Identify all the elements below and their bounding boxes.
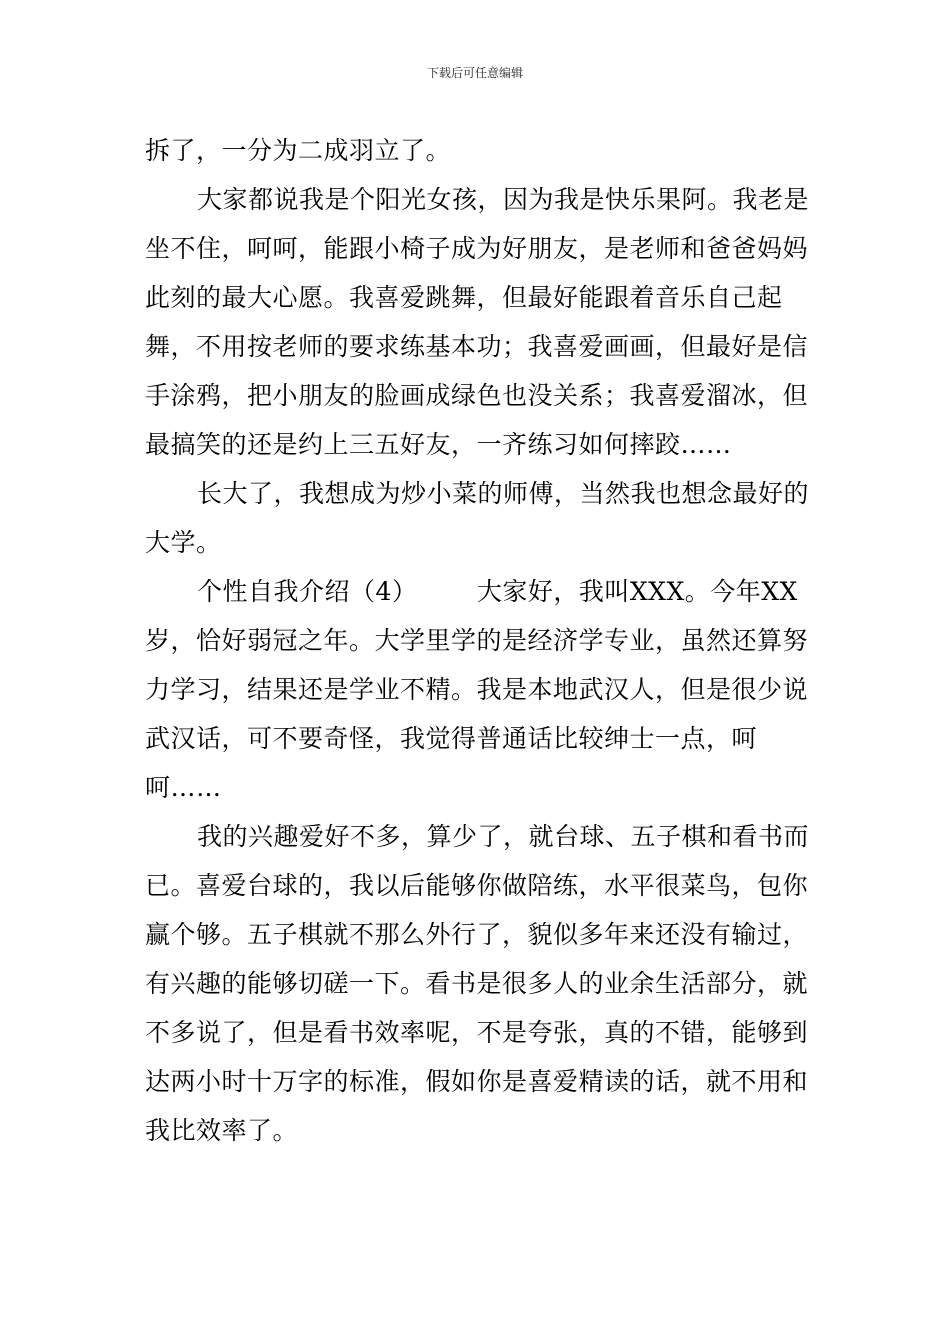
- document-body: [145, 126, 815, 1155]
- page-header: 下载后可任意编辑: [426, 66, 523, 80]
- paragraph-1: 拆了，一分为二成羽立了。: [145, 136, 452, 165]
- paragraph-5: 我的兴趣爱好不多，算少了，就台球、五子棋和看书而已。喜爱台球的，我以后能够你做陪练，水平很菜鸟，包你赢个够。五子棋就不那么外行了，貌似多年来还没有输过，有兴趣的能够切磋一下。看书是很多人的业余生活部分，就不多说了，但是看书效率呢，不是夸张，真的不错，能够到达两小时十万字的标准，假如你是喜爱精读的话，就不用和我比效率了。: [145, 822, 810, 1145]
- paragraph-4: 个性自我介绍（4） 大家好，我叫XXX。今年XX岁，恰好弱冠之年。大学里学的是经济学专业，虽然还算努力学习，结果还是学业不精。我是本地武汉人，但是很少说武汉话，可不要奇怪，我觉得普通话比较绅士一点，呵呵……: [145, 577, 809, 802]
- paragraph-3: 长大了，我想成为炒小菜的师傅，当然我也想念最好的大学。: [145, 479, 810, 557]
- paragraph-2: 大家都说我是个阳光女孩，因为我是快乐果阿。我老是坐不住，呵呵，能跟小椅子成为好朋友，是老师和爸爸妈妈此刻的最大心愿。我喜爱跳舞，但最好能跟着音乐自己起舞，不用按老师的要求练基本功；我喜爱画画，但最好是信手涂鸦，把小朋友的脸画成绿色也没关系；我喜爱溜冰，但最搞笑的还是约上三五好友，一齐练习如何摔跤……: [145, 185, 810, 459]
